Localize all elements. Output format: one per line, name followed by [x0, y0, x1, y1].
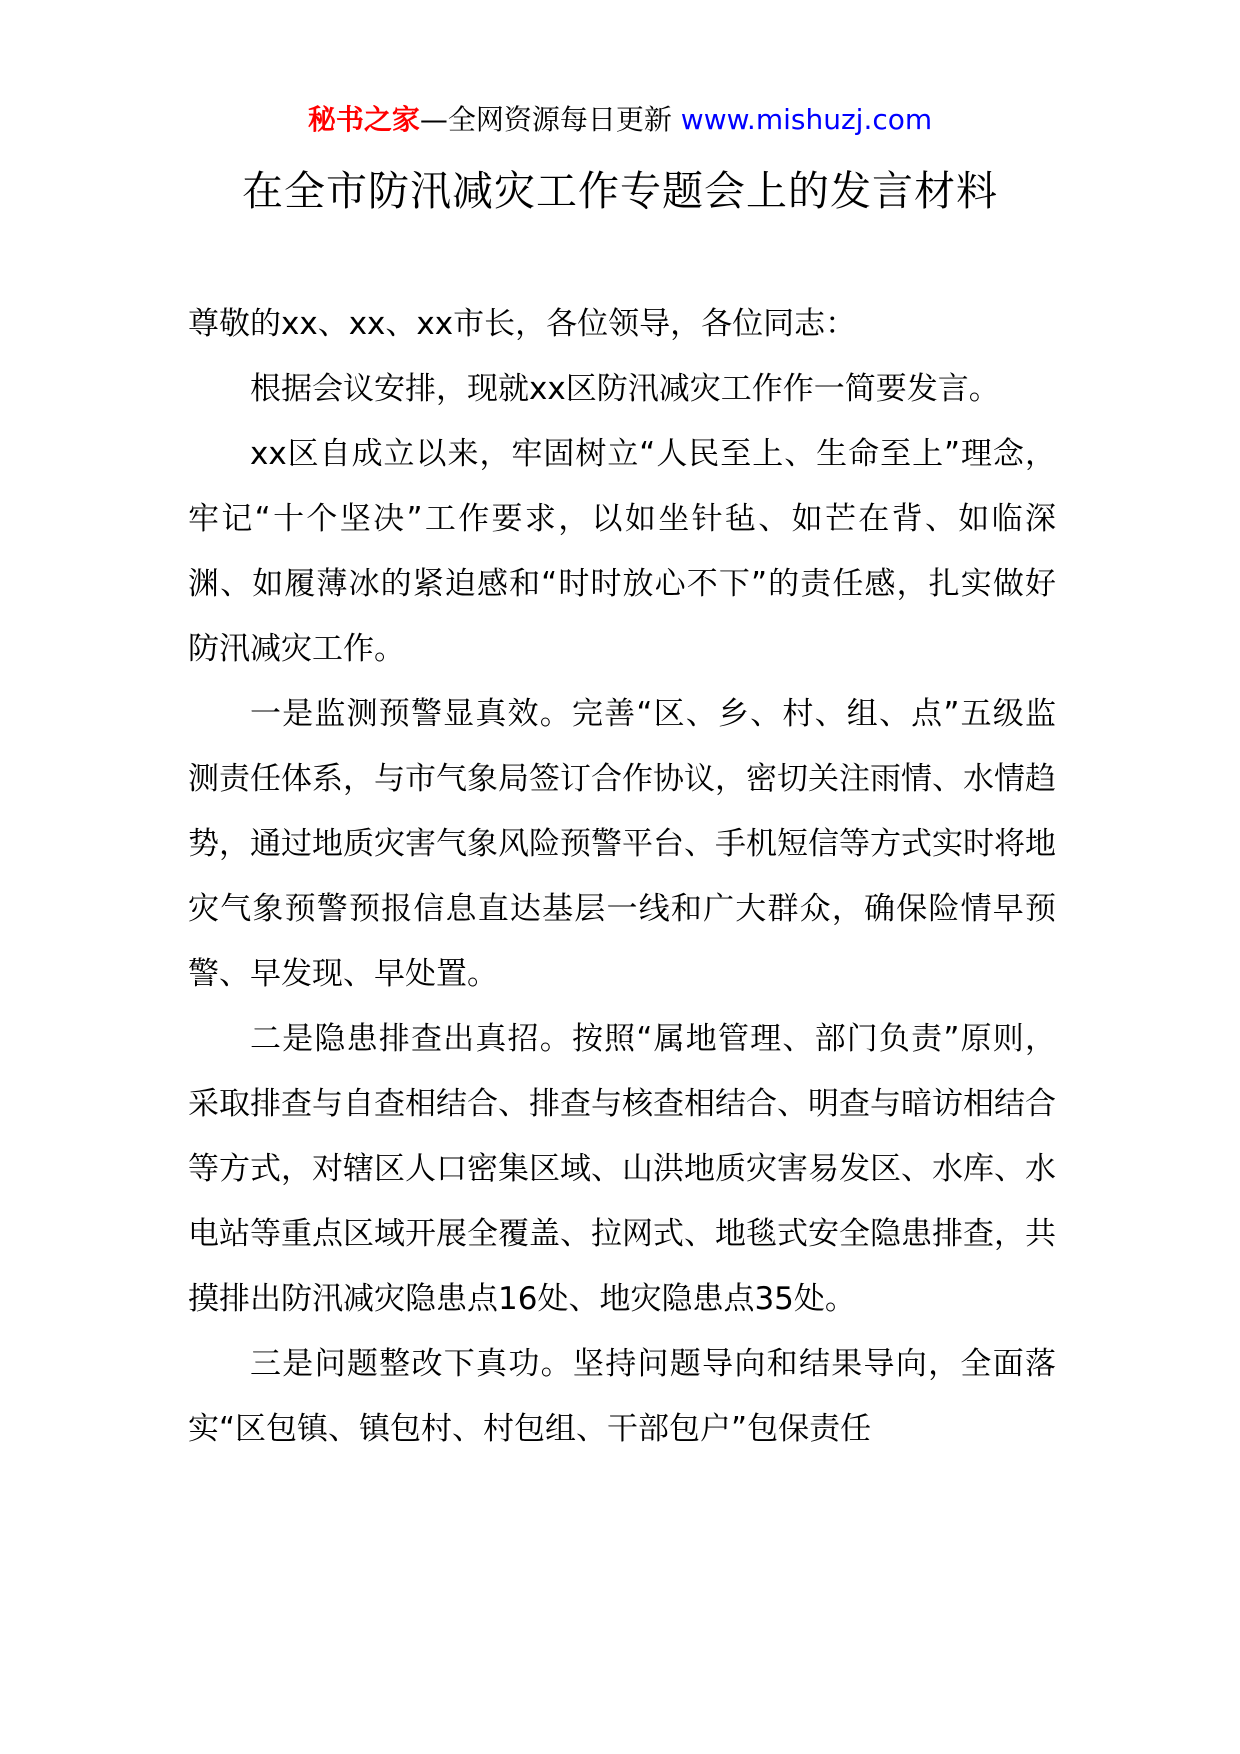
paragraph-inspection: 二是隐患排查出真招。按照“属地管理、部门负责”原则，采取排查与自查相结合、排查与核查相结合、明查与暗访相结合等方式，对辖区人口密集区域、山洪地质灾害易发区、水库、水电站等重点区域开展全覆盖、拉网式、地毯式安全隐患排查，共摸排出防汛减灾隐患点16处、地灾隐患点35处。 — [188, 1021, 1056, 1317]
site-header — [0, 100, 1240, 140]
paragraph-monitoring: 一是监测预警显真效。完善“区、乡、村、组、点”五级监测责任体系，与市气象局签订合作协议，密切关注雨情、水情趋势，通过地质灾害气象风险预警平台、手机短信等方式实时将地灾气象预警预报信息直达基层一线和广大群众，确保险情早预警、早发现、早处置。 — [188, 696, 1056, 992]
document-body — [188, 292, 1056, 1462]
header-tagline: —全网资源每日更新 — [419, 103, 672, 136]
paragraph-intro: 根据会议安排，现就xx区防汛减灾工作作一简要发言。 — [250, 371, 1000, 407]
brand-name: 秘书之家 — [307, 103, 420, 136]
site-link[interactable]: www.mishuzj.com — [680, 103, 933, 136]
paragraph-rectification: 三是问题整改下真功。坚持问题导向和结果导向，全面落实“区包镇、镇包村、村包组、干部包户”包保责任 — [188, 1346, 1056, 1447]
paragraph-overview: xx区自成立以来，牢固树立“人民至上、生命至上”理念，牢记“十个坚决”工作要求，以如坐针毡、如芒在背、如临深渊、如履薄冰的紧迫感和“时时放心不下”的责任感，扎实做好防汛减灾工作。 — [188, 436, 1056, 667]
document-title: 在全市防汛减灾工作专题会上的发言材料 — [242, 167, 998, 215]
salutation: 尊敬的xx、xx、xx市长，各位领导，各位同志： — [188, 306, 857, 342]
